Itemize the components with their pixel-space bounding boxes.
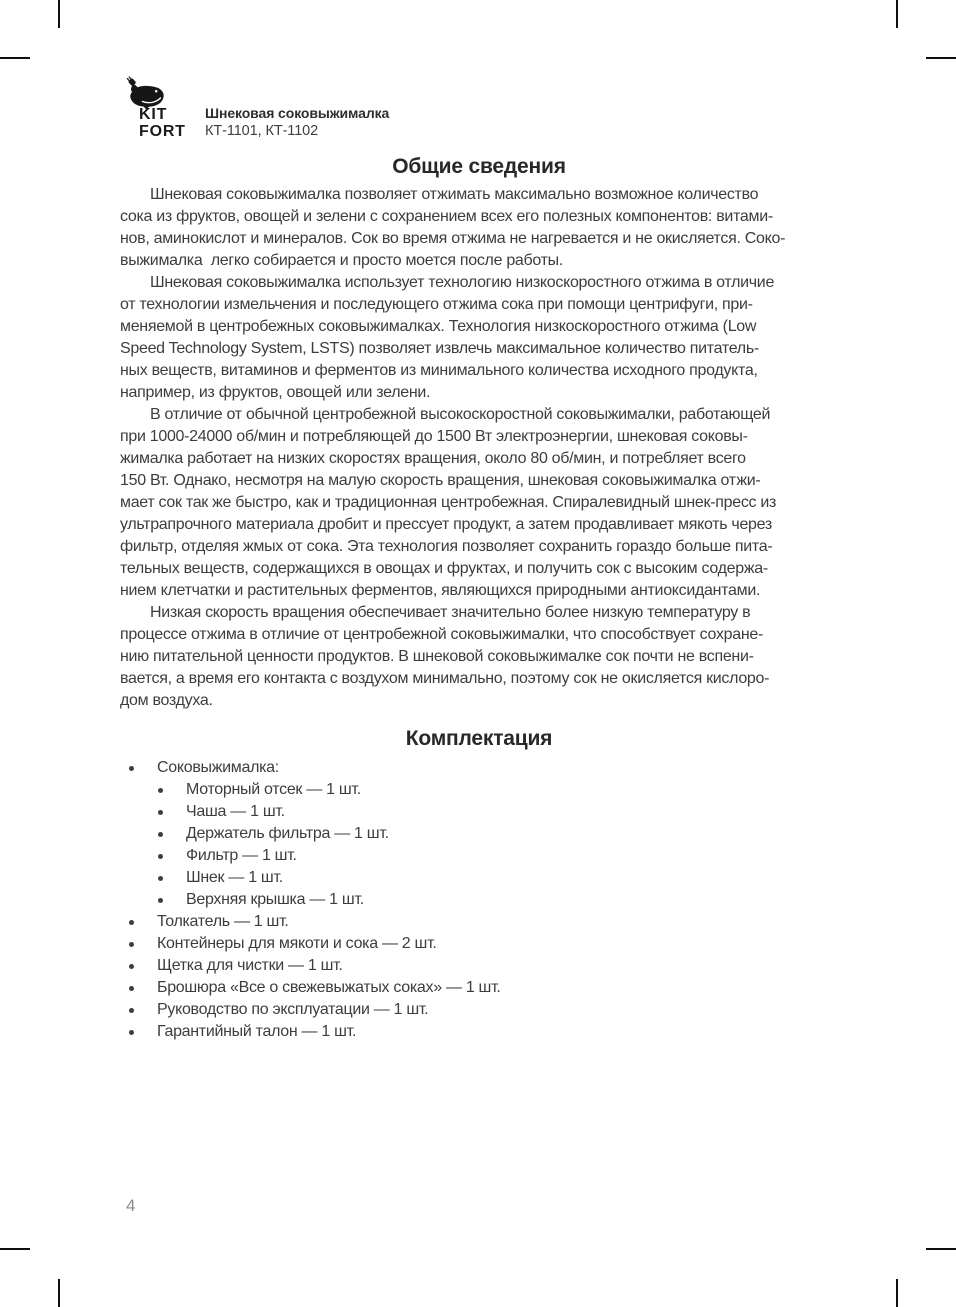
paragraph-line: процессе отжима в отличие от центробежной соковыжималки, что способствует сохране- [120, 626, 764, 643]
content-column [120, 154, 838, 1043]
paragraph-line: Низкая скорость вращения обеспечивает значительно более низкую температуру в [150, 604, 751, 621]
package-list-item-label: Щетка для чистки — 1 шт. [157, 957, 343, 974]
package-list-item [120, 889, 838, 911]
brand-word-kit: KIT [139, 106, 168, 123]
paragraph-line: нию питательной ценности продуктов. В шнековой соковыжималке сок почти не вспени- [120, 648, 754, 665]
product-title: Шнековая соковыжималка [205, 105, 390, 121]
paragraph-line: выжималка легко собирается и просто моется после работы. [120, 252, 563, 269]
package-list-item [120, 955, 838, 977]
brand-word-fort: FORT [139, 123, 186, 140]
paragraph-line: ультрапрочного материала дробит и прессует продукт, а затем продавливает мякоть через [120, 516, 772, 533]
paragraph-line: 150 Вт. Однако, несмотря на малую скорость вращения, шнековая соковыжималка отжи- [120, 472, 761, 489]
trim-mark-bottom-left-horizontal [0, 1248, 30, 1250]
general-paragraphs [120, 184, 838, 712]
paragraph-line: Шнековая соковыжималка позволяет отжимать максимально возможное количество [150, 186, 759, 203]
package-list-item [120, 977, 838, 999]
paragraph-line: дом воздуха. [120, 692, 213, 709]
bullet-dot-icon [158, 898, 163, 903]
trim-mark-top-right-horizontal [926, 57, 956, 59]
bullet-dot-icon [158, 788, 163, 793]
package-list-item [120, 1021, 838, 1043]
bullet-dot-icon [129, 942, 134, 947]
package-list-item-label: Чаша — 1 шт. [186, 803, 285, 820]
bullet-dot-icon [129, 1008, 134, 1013]
bullet-dot-icon [129, 964, 134, 969]
trim-mark-top-left-horizontal [0, 57, 30, 59]
paragraph-line: при 1000-24000 об/мин и потребляющей до 1500 Вт электроэнергии, шнековая соковы- [120, 428, 748, 445]
bullet-dot-icon [158, 832, 163, 837]
paragraph-line: В отличие от обычной центробежной высокоскоростной соковыжималки, работающей [150, 406, 771, 423]
package-list-item-label: Соковыжималка: [157, 759, 279, 776]
bullet-dot-icon [129, 920, 134, 925]
section-heading-package: Комплектация [405, 727, 553, 750]
package-list-item [120, 779, 838, 801]
bullet-dot-icon [129, 1030, 134, 1035]
paragraph-line: нов, аминокислот и минералов. Сок во время отжима не нагревается и не окисляется. Соко- [120, 230, 786, 247]
paragraph-line: тельных веществ, содержащихся в овощах и фруктах, и получить сок с высоким содержа- [120, 560, 768, 577]
trim-mark-bottom-left-vertical [58, 1279, 60, 1307]
package-list-item [120, 757, 838, 779]
brand-wordmark [139, 106, 186, 140]
product-models: КТ-1101, КТ-1102 [205, 123, 319, 139]
package-list-item-label: Брошюра «Все о свежевыжатых соках» — 1 шт. [157, 979, 501, 996]
package-list-item-label: Контейнеры для мякоти и сока — 2 шт. [157, 935, 437, 952]
trim-mark-bottom-right-horizontal [926, 1248, 956, 1250]
package-list-item [120, 801, 838, 823]
bullet-dot-icon [158, 810, 163, 815]
package-list-item-label: Верхняя крышка — 1 шт. [186, 891, 364, 908]
package-list-item-label: Фильтр — 1 шт. [186, 847, 297, 864]
package-list-item [120, 867, 838, 889]
product-info [205, 104, 389, 139]
paragraph-line: мает сок так же быстро, как и традиционная центробежная. Спиралевидный шнек-пресс из [120, 494, 777, 511]
paragraph-line: меняемой в центробежных соковыжималках. Технология низкоскоростного отжима (Low [120, 318, 757, 335]
paragraph-line: от технологии измельчения и последующего отжима сока при помощи центрифуги, при- [120, 296, 753, 313]
package-list-item [120, 911, 838, 933]
package-list-item-label: Шнек — 1 шт. [186, 869, 283, 886]
package-list-item [120, 999, 838, 1021]
bullet-dot-icon [129, 766, 134, 771]
paragraph-line: Шнековая соковыжималка использует технологию низкоскоростного отжима в отличие [150, 274, 775, 291]
paragraph-line: жималка работает на низких скоростях вращения, около 80 об/мин, и потребляет всего [120, 450, 746, 467]
section-heading-general: Общие сведения [392, 155, 566, 178]
package-list-item-label: Руководство по эксплуатации — 1 шт. [157, 1001, 429, 1018]
package-list [120, 757, 838, 1043]
package-list-item-label: Моторный отсек — 1 шт. [186, 781, 361, 798]
paragraph-line: нием клетчатки и растительных ферментов, являющихся природными антиоксидантами. [120, 582, 761, 599]
package-list-item [120, 933, 838, 955]
paragraph-line: вается, а время его контакта с воздухом минимально, поэтому сок не окисляется кислоро- [120, 670, 770, 687]
trim-mark-top-right-vertical [896, 0, 898, 28]
bullet-dot-icon [158, 876, 163, 881]
paragraph-line: ных веществ, витаминов и ферментов из минимального количества исходного продукта, [120, 362, 758, 379]
package-list-item-label: Толкатель — 1 шт. [157, 913, 289, 930]
paragraph-line: например, из фруктов, овощей или зелени. [120, 384, 431, 401]
bullet-dot-icon [129, 986, 134, 991]
package-list-item-label: Держатель фильтра — 1 шт. [186, 825, 389, 842]
paragraph-line: фильтр, отделяя жмых от сока. Эта технология позволяет сохранить гораздо больше пита- [120, 538, 773, 555]
paragraph-line: Speed Technology System, LSTS) позволяет извлечь максимальное количество питатель- [120, 340, 759, 357]
bullet-dot-icon [158, 854, 163, 859]
package-list-item-label: Гарантийный талон — 1 шт. [157, 1023, 357, 1040]
package-list-item [120, 823, 838, 845]
trim-mark-bottom-right-vertical [896, 1279, 898, 1307]
package-list-item [120, 845, 838, 867]
paragraph-line: сока из фруктов, овощей и зелени с сохранением всех его полезных компонентов: витами- [120, 208, 773, 225]
trim-mark-top-left-vertical [58, 0, 60, 28]
page-number: 4 [126, 1196, 136, 1215]
